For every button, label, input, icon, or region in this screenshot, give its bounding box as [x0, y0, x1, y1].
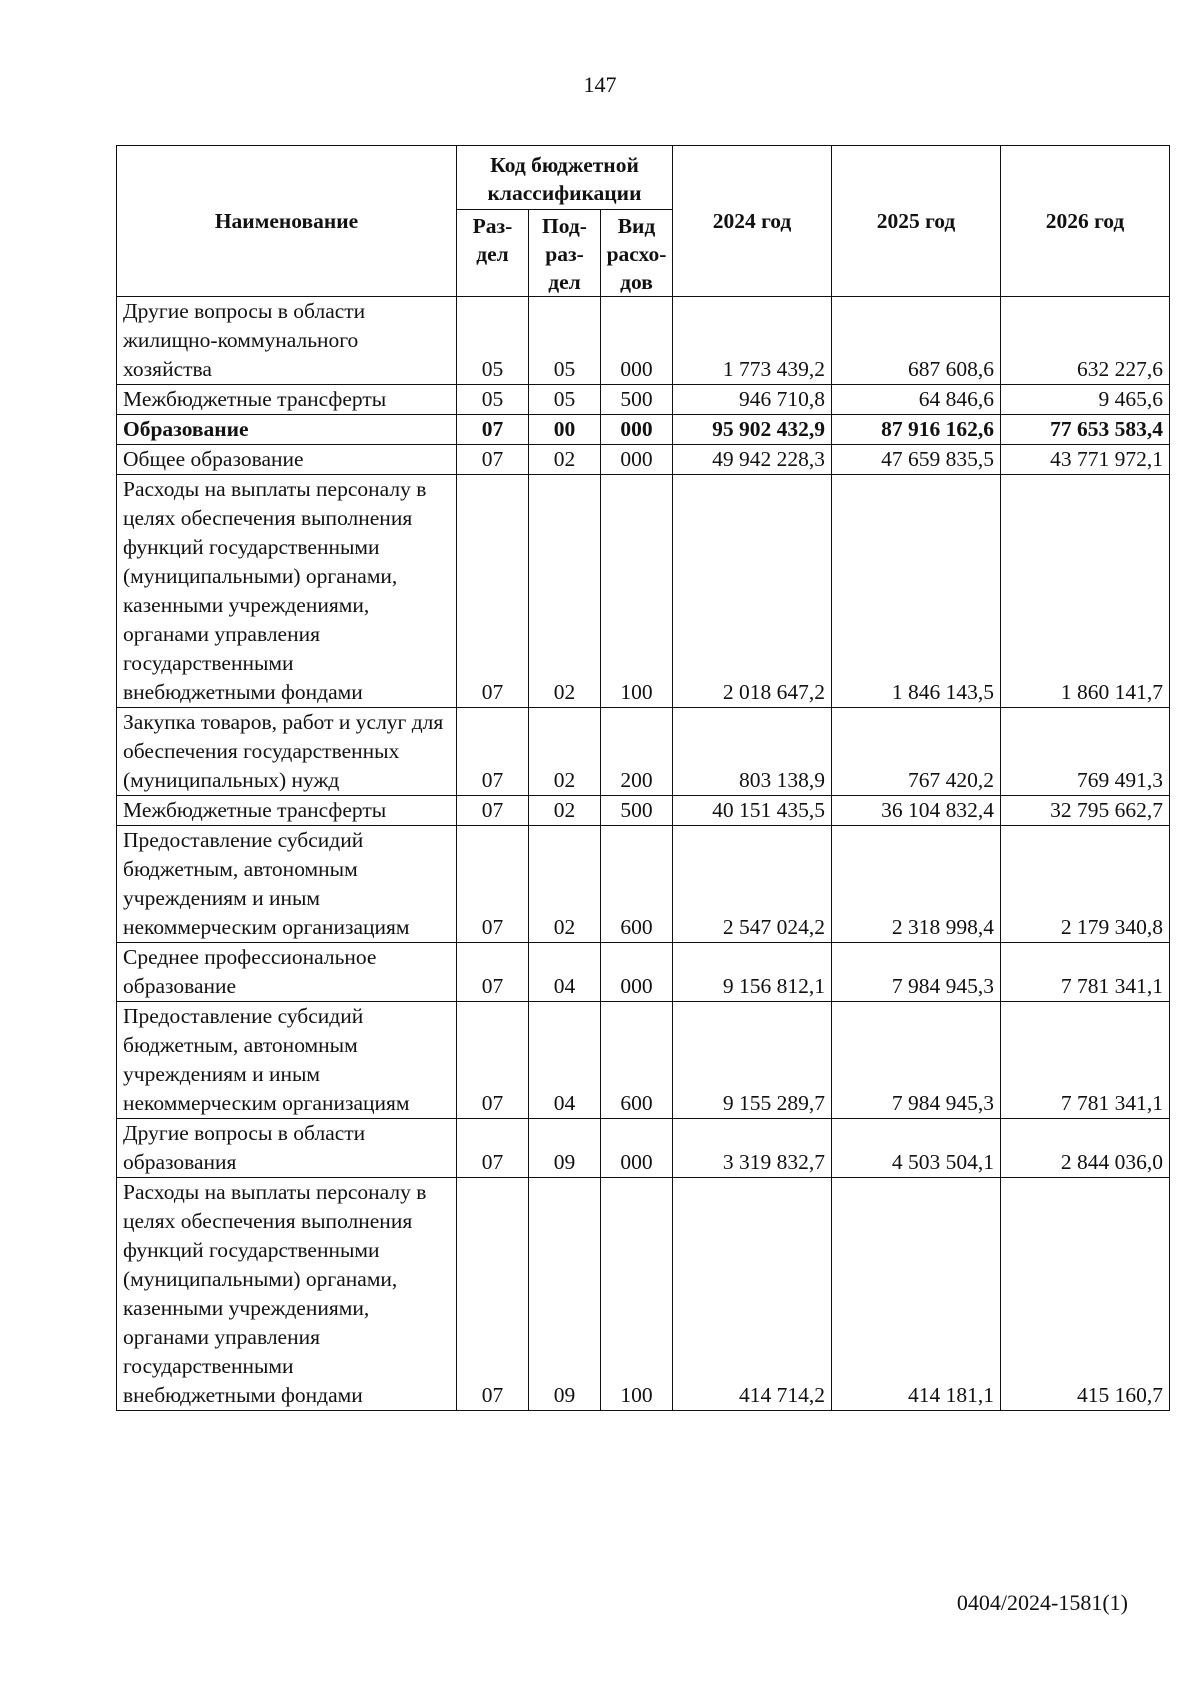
- row-razdel: 07: [457, 415, 529, 445]
- header-code-group: Код бюджетной классификации: [457, 146, 673, 210]
- table-body: [117, 297, 1170, 1411]
- row-2026: 769 491,3: [1001, 708, 1170, 796]
- row-vid: 000: [601, 1119, 673, 1178]
- row-2026: 43 771 972,1: [1001, 445, 1170, 475]
- header-podrazdel: Под-раз-дел: [529, 210, 601, 297]
- row-podrazdel: 02: [529, 708, 601, 796]
- table-row: [117, 826, 1170, 943]
- row-2025: 7 984 945,3: [832, 943, 1001, 1002]
- row-podrazdel: 02: [529, 475, 601, 708]
- row-2026: 2 844 036,0: [1001, 1119, 1170, 1178]
- header-2025: 2025 год: [832, 146, 1001, 297]
- table-row: [117, 796, 1170, 826]
- row-2024: 40 151 435,5: [673, 796, 832, 826]
- row-razdel: 07: [457, 796, 529, 826]
- row-2026: 7 781 341,1: [1001, 943, 1170, 1002]
- table-row: [117, 297, 1170, 385]
- row-2025: 7 984 945,3: [832, 1002, 1001, 1119]
- row-name: Другие вопросы в области жилищно-коммунального хозяйства: [117, 297, 457, 385]
- table-row: [117, 943, 1170, 1002]
- table-row: [117, 1119, 1170, 1178]
- row-name: Образование: [117, 415, 457, 445]
- table-row: [117, 415, 1170, 445]
- header-name: Наименование: [117, 146, 457, 297]
- row-razdel: 05: [457, 385, 529, 415]
- row-name: Закупка товаров, работ и услуг для обеспечения государственных (муниципальных) нужд: [117, 708, 457, 796]
- row-2024: 414 714,2: [673, 1178, 832, 1411]
- row-2024: 1 773 439,2: [673, 297, 832, 385]
- header-2026: 2026 год: [1001, 146, 1170, 297]
- row-vid: 500: [601, 385, 673, 415]
- row-2024: 9 155 289,7: [673, 1002, 832, 1119]
- row-podrazdel: 09: [529, 1178, 601, 1411]
- row-2024: 9 156 812,1: [673, 943, 832, 1002]
- row-2025: 47 659 835,5: [832, 445, 1001, 475]
- row-2025: 87 916 162,6: [832, 415, 1001, 445]
- table-row: [117, 475, 1170, 708]
- row-razdel: 05: [457, 297, 529, 385]
- row-2026: 32 795 662,7: [1001, 796, 1170, 826]
- table-row: [117, 385, 1170, 415]
- row-podrazdel: 05: [529, 297, 601, 385]
- header-razdel: Раз-дел: [457, 210, 529, 297]
- row-vid: 100: [601, 475, 673, 708]
- row-podrazdel: 04: [529, 943, 601, 1002]
- table-row: [117, 708, 1170, 796]
- table-row: [117, 1002, 1170, 1119]
- row-vid: 500: [601, 796, 673, 826]
- row-name: Среднее профессиональное образование: [117, 943, 457, 1002]
- row-2024: 49 942 228,3: [673, 445, 832, 475]
- row-podrazdel: 05: [529, 385, 601, 415]
- row-2025: 2 318 998,4: [832, 826, 1001, 943]
- row-2024: 2 547 024,2: [673, 826, 832, 943]
- row-2025: 1 846 143,5: [832, 475, 1001, 708]
- row-2024: 803 138,9: [673, 708, 832, 796]
- row-2026: 2 179 340,8: [1001, 826, 1170, 943]
- row-razdel: 07: [457, 445, 529, 475]
- row-name: Межбюджетные трансферты: [117, 385, 457, 415]
- row-podrazdel: 02: [529, 445, 601, 475]
- row-2024: 95 902 432,9: [673, 415, 832, 445]
- row-vid: 000: [601, 445, 673, 475]
- row-name: Общее образование: [117, 445, 457, 475]
- row-2026: 77 653 583,4: [1001, 415, 1170, 445]
- row-2025: 36 104 832,4: [832, 796, 1001, 826]
- row-razdel: 07: [457, 1002, 529, 1119]
- row-name: Межбюджетные трансферты: [117, 796, 457, 826]
- row-razdel: 07: [457, 708, 529, 796]
- row-2025: 4 503 504,1: [832, 1119, 1001, 1178]
- row-razdel: 07: [457, 1178, 529, 1411]
- row-2026: 7 781 341,1: [1001, 1002, 1170, 1119]
- budget-table: [116, 145, 1170, 1411]
- row-2024: 946 710,8: [673, 385, 832, 415]
- row-podrazdel: 00: [529, 415, 601, 445]
- row-razdel: 07: [457, 943, 529, 1002]
- row-2024: 3 319 832,7: [673, 1119, 832, 1178]
- row-vid: 000: [601, 943, 673, 1002]
- table-row: [117, 445, 1170, 475]
- row-name: Расходы на выплаты персоналу в целях обеспечения выполнения функций государственными (муниципальными) органами, казенными учреждениями, органами управления государственными внебюджетными фондами: [117, 475, 457, 708]
- header-2024: 2024 год: [673, 146, 832, 297]
- row-podrazdel: 02: [529, 796, 601, 826]
- row-name: Предоставление субсидий бюджетным, автономным учреждениям и иным некоммерческим организациям: [117, 1002, 457, 1119]
- table-row: [117, 1178, 1170, 1411]
- row-2026: 9 465,6: [1001, 385, 1170, 415]
- row-2025: 687 608,6: [832, 297, 1001, 385]
- row-name: Другие вопросы в области образования: [117, 1119, 457, 1178]
- row-vid: 000: [601, 297, 673, 385]
- row-podrazdel: 09: [529, 1119, 601, 1178]
- row-2026: 1 860 141,7: [1001, 475, 1170, 708]
- row-2025: 64 846,6: [832, 385, 1001, 415]
- document-code: 0404/2024-1581(1): [956, 1590, 1128, 1615]
- row-podrazdel: 02: [529, 826, 601, 943]
- row-vid: 200: [601, 708, 673, 796]
- row-name: Расходы на выплаты персоналу в целях обеспечения выполнения функций государственными (муниципальными) органами, казенными учреждениями, органами управления государственными внебюджетными фондами: [117, 1178, 457, 1411]
- row-name: Предоставление субсидий бюджетным, автономным учреждениям и иным некоммерческим организациям: [117, 826, 457, 943]
- row-vid: 600: [601, 1002, 673, 1119]
- row-vid: 100: [601, 1178, 673, 1411]
- row-razdel: 07: [457, 475, 529, 708]
- row-2025: 767 420,2: [832, 708, 1001, 796]
- header-vid: Вид расхо-дов: [601, 210, 673, 297]
- row-2026: 632 227,6: [1001, 297, 1170, 385]
- row-podrazdel: 04: [529, 1002, 601, 1119]
- row-vid: 600: [601, 826, 673, 943]
- row-2025: 414 181,1: [832, 1178, 1001, 1411]
- page-number: 147: [583, 72, 617, 97]
- row-vid: 000: [601, 415, 673, 445]
- row-razdel: 07: [457, 826, 529, 943]
- row-2026: 415 160,7: [1001, 1178, 1170, 1411]
- row-2024: 2 018 647,2: [673, 475, 832, 708]
- row-razdel: 07: [457, 1119, 529, 1178]
